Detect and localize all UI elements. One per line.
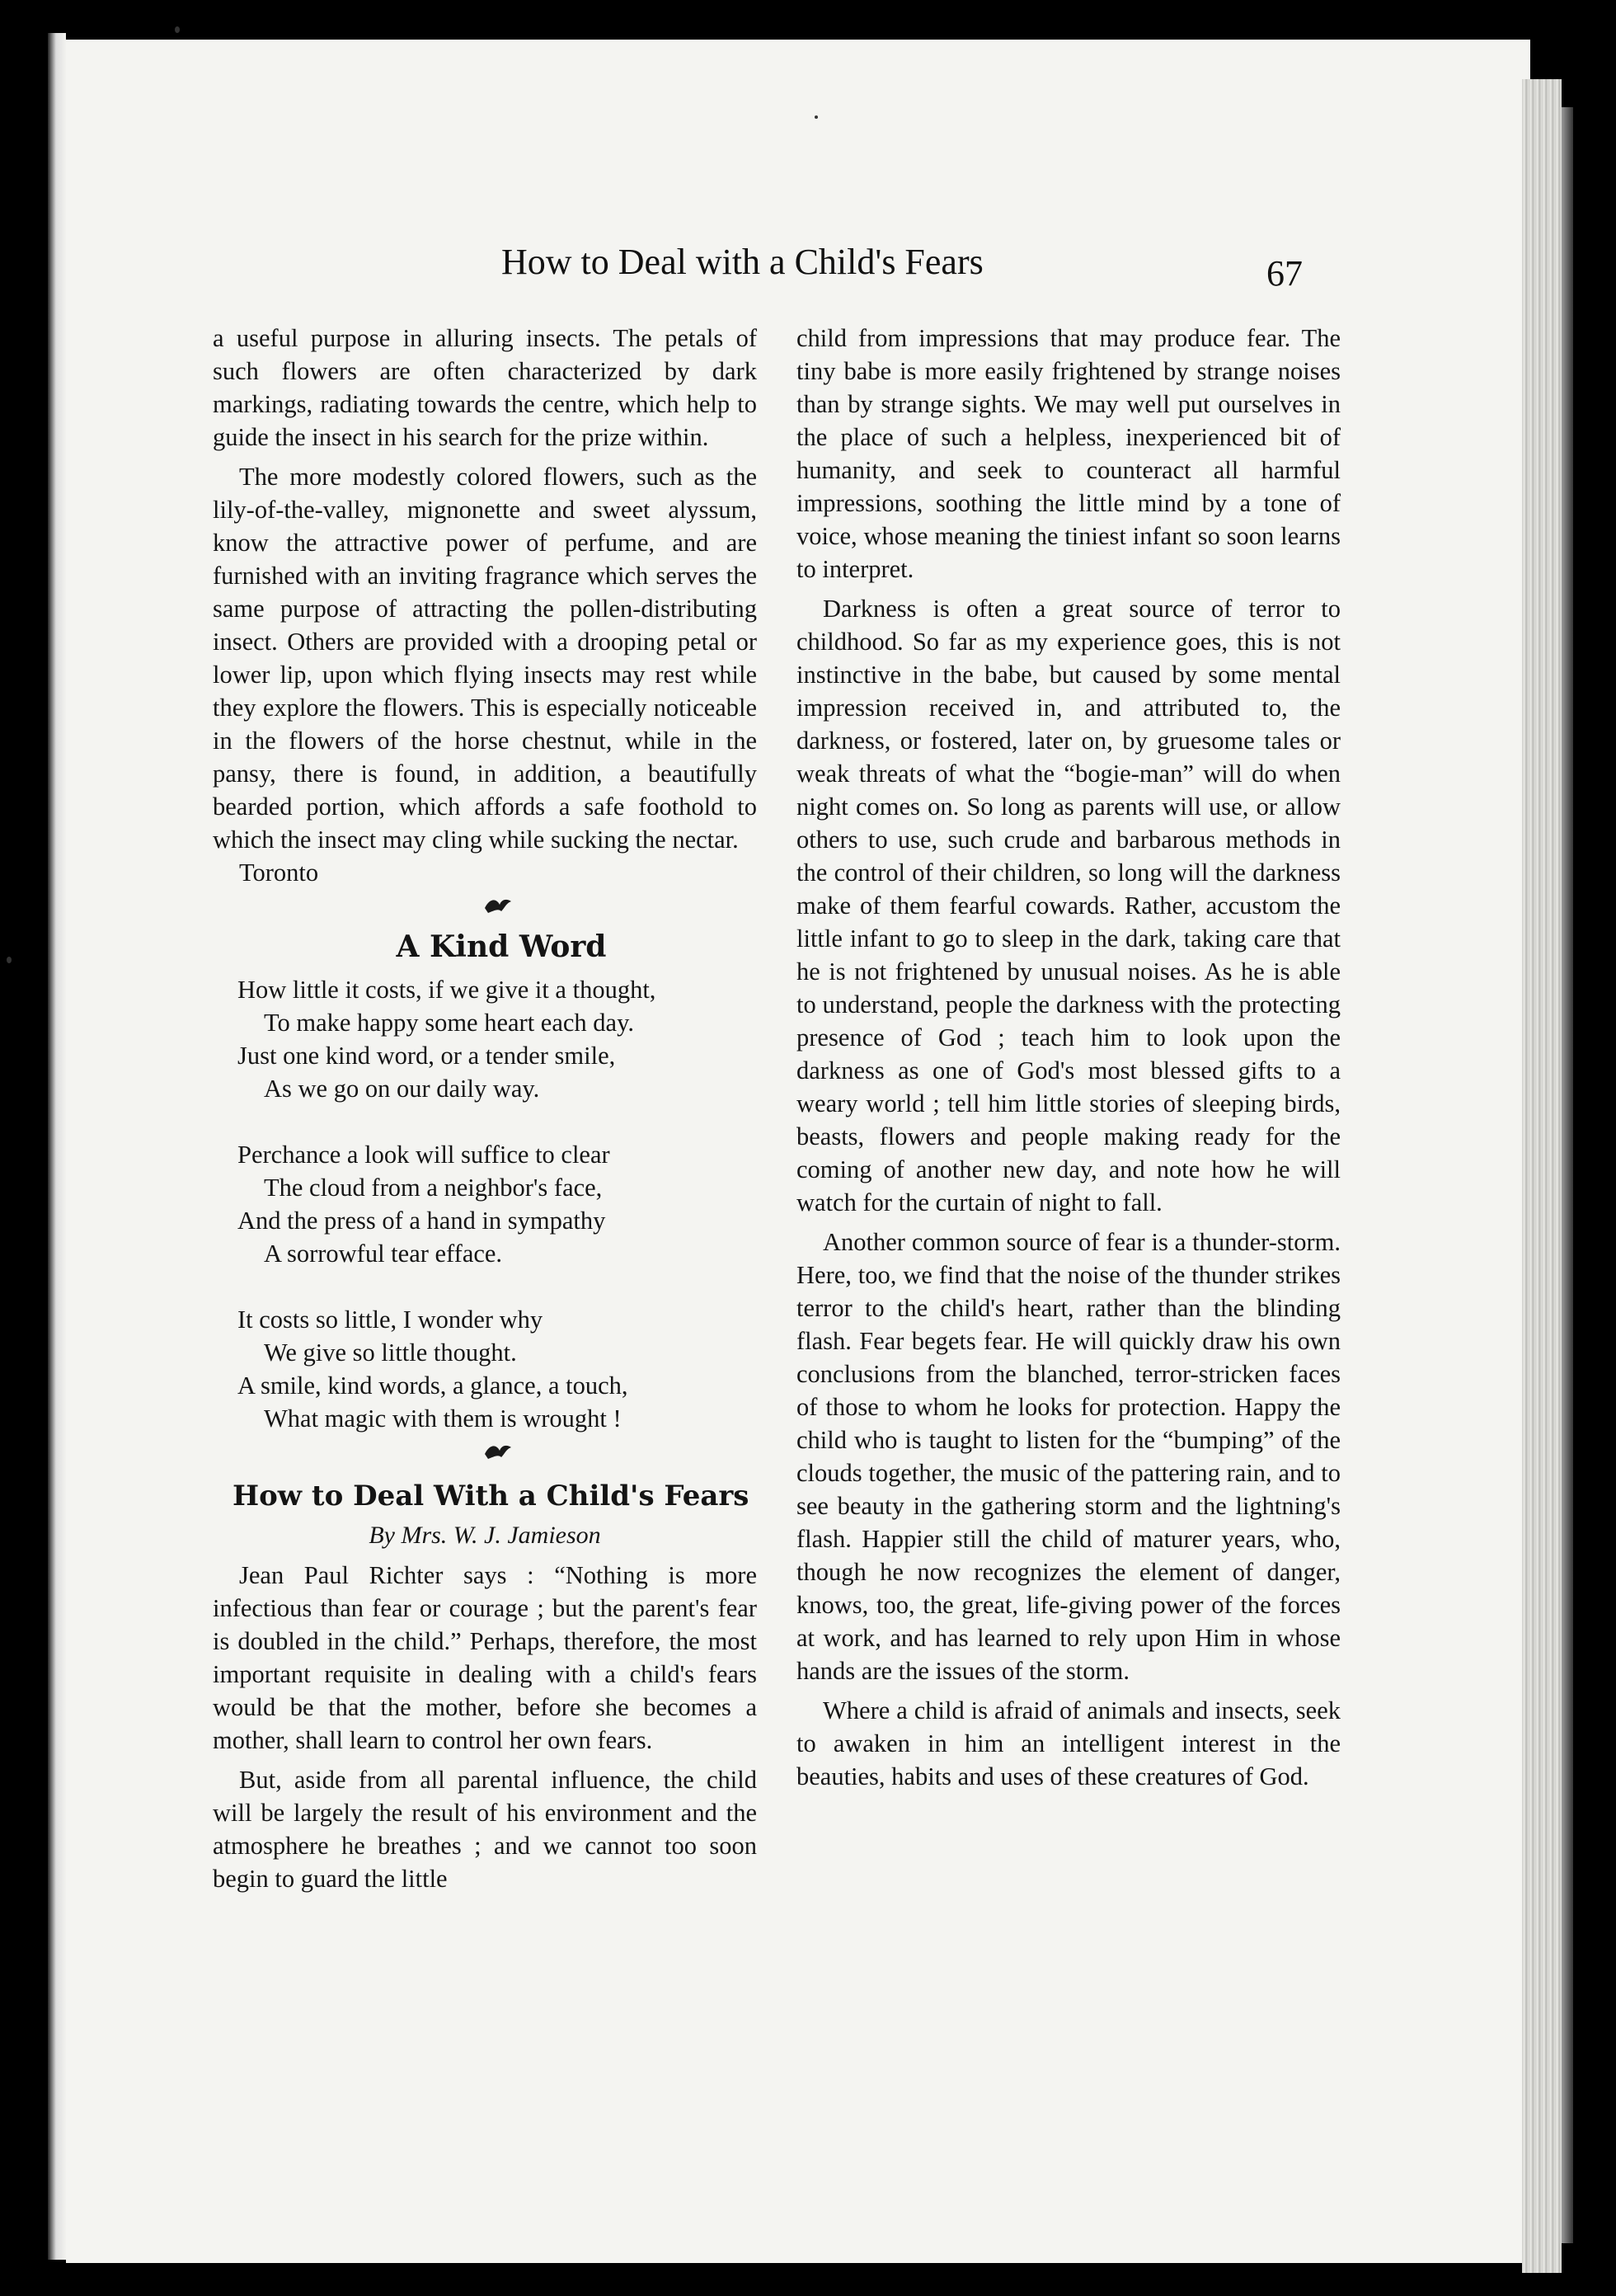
poem-line: How little it costs, if we give it a thought, [237,976,656,1004]
paragraph: Jean Paul Richter says : “Nothing is more infectious than fear or courage ; but the parent's fear is doubled in the child.” Perhaps, therefore, the most important requisite in dealing with a child's fears would be that the mother, before she becomes a mother, shall learn to control her own fears. [213,1561,757,1754]
paragraph: The more modestly colored flowers, such as the lily-of-the-valley, mignonette and sweet alyssum, know the attractive power of perfume, and are furnished with an inviting fragrance which serves the same purpose of attracting the pollen-distributing insect. Others are provided with a drooping petal or lower lip, upon which flying insects may rest while they explore the flowers. This is especially noticeable in the flowers of the horse chestnut, while in the pansy, there is found, in addition, a beautifully bearded portion, which affords a safe foothold to which the insect may cling while sucking the nectar. [213,463,757,854]
page-number: 67 [1266,253,1303,294]
running-title: How to Deal with a Child's Fears [501,242,984,282]
poem-line: Just one kind word, or a tender smile, [237,1042,616,1070]
poem-line: And the press of a hand in sympathy [237,1207,606,1235]
scan-speck [7,957,12,963]
poem-stanza [237,1138,757,1270]
poem-line: A sorrowful tear efface. [264,1240,503,1268]
paragraph: Another common source of fear is a thunder-storm. Here, too, we find that the noise of the thunder strikes terror to the child's heart, rather than the blinding flash. Fear begets fear. He will quickly draw his own conclusions from the blanched, terror-stricken faces of those to whom he looks for protection. Happy the child who is taught to listen for the “bumping” of the clouds together, the music of the pattering rain, and to see beauty in the gathering storm and the lightning's flash. Happier still the child of maturer years, who, though he now recognizes the element of danger, knows, too, the great, life-giving power of the forces at work, and has learned to rely upon Him in whose hands are the issues of the storm. [796,1228,1341,1685]
poem-line: It costs so little, I wonder why [237,1306,543,1334]
poem-line: As we go on our daily way. [264,1075,540,1103]
signoff: Toronto [239,859,319,887]
fleuron-icon [482,1439,514,1462]
poem-line: To make happy some heart each day. [264,1009,634,1037]
poem-title: A Kind Word [396,929,607,964]
poem-line: The cloud from a neighbor's face, [264,1174,603,1202]
poem-line: Perchance a look will suffice to clear [237,1141,610,1169]
poem-stanza [237,1303,757,1435]
left-column [213,322,757,1895]
paragraph: a useful purpose in alluring insects. The petals of such flowers are often characterized by dark markings, radiating towards the centre, which help to guide the insect in his search for the prize within. [213,324,757,451]
paragraph: But, aside from all parental influence, the child will be largely the result of his environment and the atmosphere he breathes ; and we cannot too soon begin to guard the little [213,1766,757,1893]
section-ornament [213,892,757,925]
article-title: How to Deal With a Child's Fears [233,1480,749,1513]
paragraph: Darkness is often a great source of terror to childhood. So far as my experience goes, this is not instinctive in the babe, but caused by some mental impression received in, and attributed to, the darkness, or fostered, later on, by gruesome tales or weak threats of what the “bogie-man” will do when night comes on. So long as parents will use, or allow others to use, such crude and barbarous methods in the control of their children, so long will the darkness make of them fearful cowards. Rather, accustom the little infant to go to sleep in the dark, taking care that he is not frightened by unusual noises. As he is able to understand, people the darkness with the protecting presence of God ; teach him to look upon the darkness as one of God's most blessed gifts to a weary world ; tell him little stories of sleeping birds, beasts, flowers and people making ready for the coming of another new day, and note how he will watch for the curtain of night to fall. [796,595,1341,1216]
section-ornament [213,1438,757,1471]
paragraph: child from impressions that may produce fear. The tiny babe is more easily frightened by strange noises than by strange sights. We may well put ourselves in the place of such a helpless, inexperienced bit of humanity, and seek to counteract all harmful impressions, soothing the little mind by a tone of voice, whose meaning the tiniest infant so soon learns to interpret. [796,324,1341,583]
fleuron-icon [482,893,514,916]
scan-speck [815,115,818,119]
scan-speck [175,26,180,33]
page-stack-edge [1522,79,1562,2273]
article-byline: By Mrs. W. J. Jamieson [369,1522,601,1549]
book-spine-edge [48,33,66,2260]
right-column [796,322,1341,1793]
poem-line: What magic with them is wrought ! [264,1404,622,1433]
page-stack-shadow [1562,107,1573,2243]
poem-stanza [237,973,757,1105]
paragraph: Where a child is afraid of animals and insects, seek to awaken in him an intelligent interest in the beauties, habits and uses of these creatures of God. [796,1696,1341,1790]
poem-line: We give so little thought. [264,1339,517,1367]
poem-line: A smile, kind words, a glance, a touch, [237,1371,628,1400]
